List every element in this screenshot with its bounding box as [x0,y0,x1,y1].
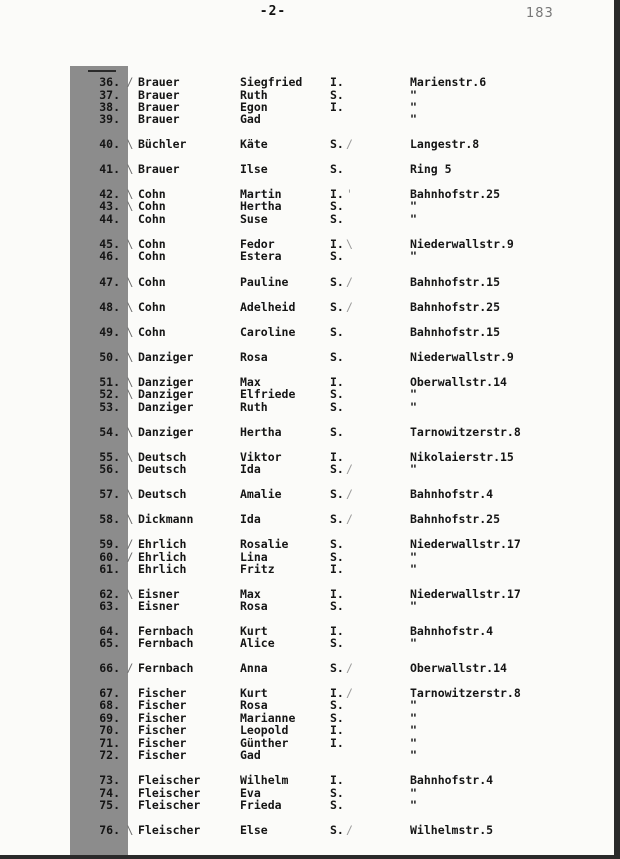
class-code: S. [330,350,344,364]
surname: Cohn [138,325,166,339]
first-name: Günther [240,736,289,750]
address: Niederwallstr.17 [410,537,521,551]
check-mark: \ [126,350,134,364]
check-mark: \ [126,587,134,601]
tick-mark: / [346,487,353,501]
address: Bahnhofstr.15 [410,325,501,339]
address: " [410,199,417,213]
address: " [410,698,417,712]
entry-number: 59. [99,537,120,551]
address: " [410,462,417,476]
surname: Fernbach [138,636,194,650]
entry-number: 67. [99,686,120,700]
check-mark: \ [126,137,134,151]
first-name: Käte [240,137,268,151]
entry-number: 46. [99,249,120,263]
check-mark: \ [126,823,134,837]
first-name: Wilhelm [240,773,289,787]
check-mark: \ [126,199,134,213]
check-mark: \ [126,325,134,339]
entry-number: 41. [99,162,120,176]
address: Bahnhofstr.4 [410,624,494,638]
entry-number: 43. [99,199,120,213]
address: " [410,748,417,762]
check-mark: / [126,550,134,564]
margin-strip-mark [88,70,116,72]
surname: Cohn [138,275,166,289]
address: Bahnhofstr.15 [410,275,501,289]
check-mark: \ [126,450,134,464]
first-name: Hertha [240,425,282,439]
check-mark: \ [126,487,134,501]
page-number: -2- [259,4,287,19]
entry-number: 56. [99,462,120,476]
surname: Brauer [138,162,180,176]
first-name: Hertha [240,199,282,213]
first-name: Alice [240,636,275,650]
entry-number: 40. [99,137,120,151]
surname: Cohn [138,187,166,201]
entry-number: 53. [99,400,120,414]
surname: Eisner [138,587,180,601]
entry-number: 74. [99,786,120,800]
first-name: Frieda [240,798,282,812]
surname: Dickmann [138,512,194,526]
address: " [410,249,417,263]
first-name: Gad [240,748,261,762]
class-code: S. [330,550,344,564]
entry-number: 61. [99,562,120,576]
tick-mark: / [346,137,353,151]
first-name: Kurt [240,624,268,638]
surname: Brauer [138,100,180,114]
address: Bahnhofstr.4 [410,773,494,787]
check-mark: \ [126,512,134,526]
first-name: Fritz [240,562,275,576]
entry-number: 65. [99,636,120,650]
first-name: Rosa [240,350,268,364]
address: Niederwallstr.9 [410,350,514,364]
entry-number: 54. [99,425,120,439]
entry-number: 45. [99,237,120,251]
class-code: S. [330,275,344,289]
address: " [410,798,417,812]
check-mark: / [126,537,134,551]
check-mark: / [126,75,134,89]
surname: Brauer [138,75,180,89]
surname: Fischer [138,686,187,700]
entry-number: 57. [99,487,120,501]
entry-number: 52. [99,387,120,401]
first-name: Rosa [240,599,268,613]
surname: Fischer [138,698,187,712]
first-name: Rosalie [240,537,289,551]
address: Tarnowitzerstr.8 [410,686,521,700]
entry-number: 66. [99,661,120,675]
class-code: S. [330,400,344,414]
entry-number: 62. [99,587,120,601]
check-mark: \ [126,375,134,389]
class-code: S. [330,462,344,476]
surname: Cohn [138,212,166,226]
entry-number: 44. [99,212,120,226]
first-name: Leopold [240,723,289,737]
surname: Danziger [138,425,194,439]
address: " [410,387,417,401]
address: " [410,723,417,737]
class-code: S. [330,537,344,551]
entry-number: 72. [99,748,120,762]
address: Wilhelmstr.5 [410,823,494,837]
tick-mark: / [346,275,353,289]
class-code: S. [330,387,344,401]
entry-number: 71. [99,736,120,750]
first-name: Suse [240,212,268,226]
first-name: Ruth [240,88,268,102]
entry-number: 55. [99,450,120,464]
entry-number: 50. [99,350,120,364]
address: Langestr.8 [410,137,480,151]
address: Tarnowitzerstr.8 [410,425,521,439]
class-code: S. [330,823,344,837]
address: " [410,550,417,564]
tick-mark: / [346,462,353,476]
class-code: I. [330,75,344,89]
surname: Cohn [138,237,166,251]
class-code: S. [330,636,344,650]
first-name: Martin [240,187,282,201]
first-name: Ida [240,462,261,476]
first-name: Max [240,375,261,389]
class-code: I. [330,736,344,750]
entry-number: 39. [99,112,120,126]
tick-mark: \ [346,237,353,251]
address: Niederwallstr.9 [410,237,514,251]
first-name: Egon [240,100,268,114]
surname: Fischer [138,711,187,725]
class-code: I. [330,773,344,787]
surname: Fleischer [138,823,201,837]
class-code: S. [330,786,344,800]
surname: Brauer [138,88,180,102]
surname: Fleischer [138,773,201,787]
first-name: Viktor [240,450,282,464]
class-code: S. [330,425,344,439]
surname: Fischer [138,748,187,762]
class-code: I. [330,100,344,114]
first-name: Max [240,587,261,601]
first-name: Kurt [240,686,268,700]
entry-number: 76. [99,823,120,837]
tick-mark: / [346,686,353,700]
address: Bahnhofstr.4 [410,487,494,501]
entry-number: 63. [99,599,120,613]
class-code: S. [330,711,344,725]
archive-number: 183 [526,6,554,21]
surname: Fleischer [138,786,201,800]
surname: Cohn [138,199,166,213]
entry-number: 51. [99,375,120,389]
first-name: Siegfried [240,75,303,89]
check-mark: \ [126,237,134,251]
class-code: S. [330,798,344,812]
address: " [410,562,417,576]
entry-number: 69. [99,711,120,725]
first-name: Marianne [240,711,296,725]
surname: Deutsch [138,462,187,476]
class-code: I. [330,686,344,700]
first-name: Lina [240,550,268,564]
tick-mark: / [346,512,353,526]
first-name: Ruth [240,400,268,414]
surname: Eisner [138,599,180,613]
address: " [410,112,417,126]
address: Bahnhofstr.25 [410,187,501,201]
first-name: Fedor [240,237,275,251]
first-name: Elfriede [240,387,296,401]
entry-number: 48. [99,300,120,314]
first-name: Estera [240,249,282,263]
first-name: Ida [240,512,261,526]
entry-number: 64. [99,624,120,638]
class-code: S. [330,137,344,151]
entry-number: 36. [99,75,120,89]
surname: Cohn [138,249,166,263]
address: " [410,400,417,414]
surname: Danziger [138,350,194,364]
check-mark: \ [126,300,134,314]
address: " [410,212,417,226]
address: " [410,100,417,114]
surname: Ehrlich [138,550,187,564]
address: Bahnhofstr.25 [410,300,501,314]
class-code: S. [330,325,344,339]
address: Ring 5 [410,162,452,176]
check-mark: \ [126,425,134,439]
address: " [410,736,417,750]
address: " [410,786,417,800]
address: Oberwallstr.14 [410,375,507,389]
check-mark: \ [126,187,134,201]
surname: Büchler [138,137,187,151]
surname: Fernbach [138,624,194,638]
check-mark: \ [126,275,134,289]
address: Niederwallstr.17 [410,587,521,601]
tick-mark: / [346,661,353,675]
entry-number: 68. [99,698,120,712]
first-name: Caroline [240,325,296,339]
entry-number: 42. [99,187,120,201]
tick-mark: ' [346,187,353,201]
check-mark: \ [126,387,134,401]
class-code: S. [330,599,344,613]
first-name: Pauline [240,275,289,289]
surname: Danziger [138,387,194,401]
first-name: Adelheid [240,300,296,314]
class-code: I. [330,562,344,576]
entry-number: 38. [99,100,120,114]
class-code: I. [330,587,344,601]
class-code: I. [330,450,344,464]
entry-number: 70. [99,723,120,737]
surname: Cohn [138,300,166,314]
check-mark: / [126,661,134,675]
class-code: S. [330,249,344,263]
tick-mark: / [346,823,353,837]
class-code: I. [330,375,344,389]
first-name: Anna [240,661,268,675]
address: Bahnhofstr.25 [410,512,501,526]
first-name: Eva [240,786,261,800]
class-code: S. [330,212,344,226]
surname: Danziger [138,375,194,389]
class-code: I. [330,187,344,201]
surname: Fleischer [138,798,201,812]
class-code: S. [330,512,344,526]
entry-number: 73. [99,773,120,787]
first-name: Rosa [240,698,268,712]
surname: Fischer [138,736,187,750]
address: " [410,711,417,725]
class-code: S. [330,661,344,675]
entry-number: 37. [99,88,120,102]
class-code: S. [330,300,344,314]
address: " [410,599,417,613]
first-name: Ilse [240,162,268,176]
address: " [410,88,417,102]
entry-number: 47. [99,275,120,289]
check-mark: \ [126,162,134,176]
surname: Ehrlich [138,562,187,576]
class-code: S. [330,487,344,501]
class-code: S. [330,88,344,102]
tick-mark: / [346,300,353,314]
first-name: Amalie [240,487,282,501]
surname: Ehrlich [138,537,187,551]
entry-number: 58. [99,512,120,526]
class-code: S. [330,698,344,712]
class-code: I. [330,624,344,638]
surname: Deutsch [138,487,187,501]
entry-number: 75. [99,798,120,812]
surname: Fernbach [138,661,194,675]
entry-number: 49. [99,325,120,339]
address: Nikolaierstr.15 [410,450,514,464]
address: " [410,636,417,650]
surname: Brauer [138,112,180,126]
first-name: Else [240,823,268,837]
class-code: S. [330,199,344,213]
surname: Deutsch [138,450,187,464]
surname: Danziger [138,400,194,414]
surname: Fischer [138,723,187,737]
address: Marienstr.6 [410,75,487,89]
class-code: I. [330,237,344,251]
first-name: Gad [240,112,261,126]
address: Oberwallstr.14 [410,661,507,675]
class-code: I. [330,723,344,737]
entry-number: 60. [99,550,120,564]
class-code: S. [330,162,344,176]
